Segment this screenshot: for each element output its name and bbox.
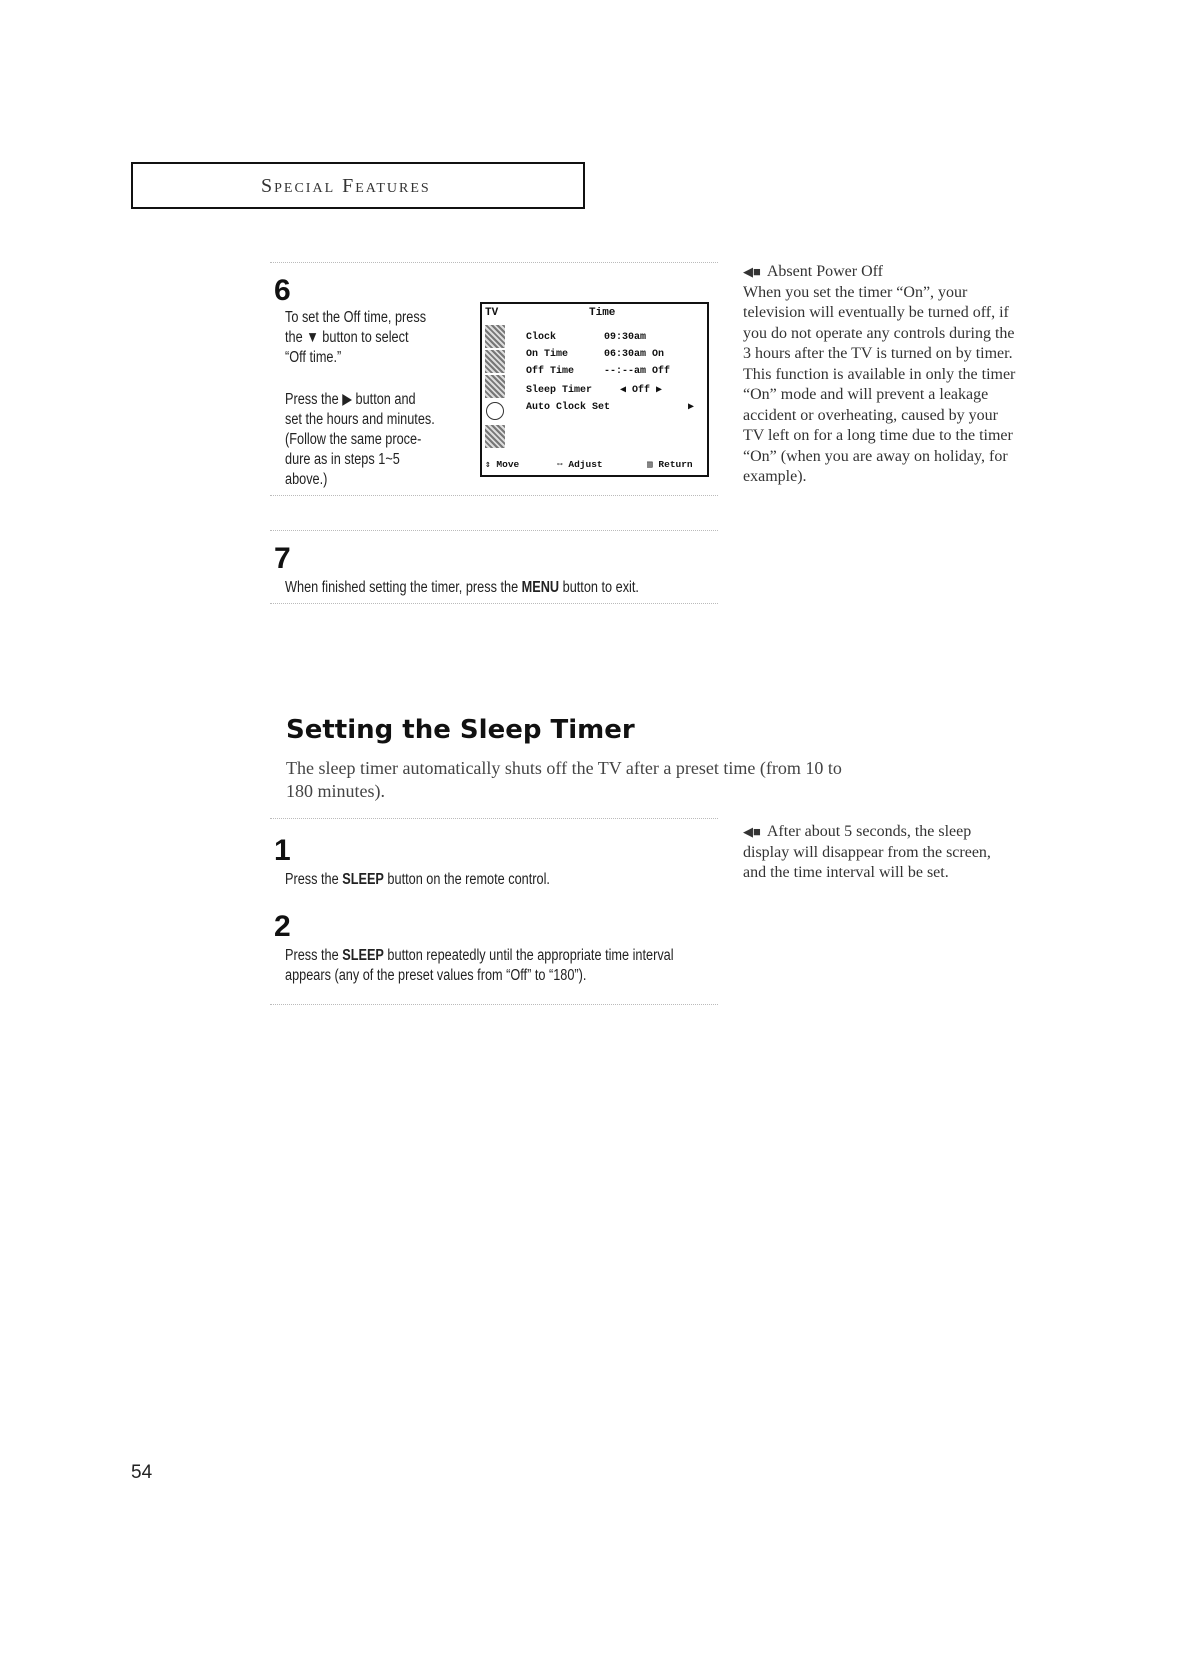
osd-row-auto-clock-set bbox=[526, 401, 694, 413]
step-6-number: 6 bbox=[274, 274, 291, 307]
osd-menu-icons bbox=[485, 325, 505, 450]
osd-row-value: --:--am Off bbox=[604, 366, 671, 377]
note-1-heading bbox=[743, 262, 1018, 283]
osd-footer-move: ⇕ Move bbox=[485, 459, 520, 470]
step-1-text-post: button on the remote control. bbox=[383, 871, 550, 888]
osd-footer-adjust: ⇔ Adjust bbox=[557, 459, 603, 470]
clock-icon bbox=[486, 402, 504, 420]
step-1-instructions bbox=[285, 870, 711, 890]
step-6-instructions bbox=[285, 308, 465, 490]
step-6-line-8: above.) bbox=[285, 471, 328, 488]
step-2-text-post: button repeatedly until the appropriate time interval appears (any of the preset values from “Off” to “180”). bbox=[285, 947, 674, 984]
step-6-line-7: dure as in steps 1~5 bbox=[285, 451, 400, 468]
step-6-line-1: To set the Off time, press bbox=[285, 309, 427, 326]
step-7-instructions bbox=[285, 578, 711, 598]
osd-row-label: Off Time bbox=[526, 366, 575, 377]
step-1-text-pre: Press the bbox=[285, 871, 343, 888]
step-7-text-pre: When finished setting the timer, press the bbox=[285, 579, 522, 596]
setup-icon bbox=[485, 375, 505, 398]
step-2-text-bold: SLEEP bbox=[342, 947, 384, 964]
step-1-text-bold: SLEEP bbox=[342, 871, 384, 888]
step-1-number: 1 bbox=[274, 834, 291, 867]
osd-row-label: Auto Clock Set bbox=[526, 402, 611, 413]
absent-power-off-note bbox=[743, 262, 1018, 488]
osd-row-label: Sleep Timer bbox=[526, 385, 593, 396]
step-6-line-6: (Follow the same proce- bbox=[285, 431, 422, 448]
page-number: 54 bbox=[131, 1462, 153, 1483]
osd-footer bbox=[485, 459, 705, 470]
osd-row-value: 06:30am On bbox=[604, 349, 665, 360]
osd-tv-label: TV bbox=[485, 307, 499, 319]
section-header-box bbox=[131, 162, 585, 209]
osd-row-clock bbox=[526, 332, 646, 343]
osd-row-off-time bbox=[526, 366, 670, 377]
step-6-line-2: the ▼ button to select bbox=[285, 329, 409, 346]
section-intro: The sleep timer automatically shuts off the TV after a preset time (from 10 to 180 minutes). bbox=[286, 758, 842, 801]
note-1-title: Absent Power Off bbox=[766, 263, 883, 280]
osd-row-value: ▶ bbox=[688, 402, 695, 413]
picture-icon bbox=[485, 325, 505, 348]
channel-icon bbox=[485, 425, 505, 448]
note-arrow-icon: ◀■ bbox=[743, 264, 761, 279]
step-2-text-pre: Press the bbox=[285, 947, 343, 964]
section-header-title: Special Features bbox=[261, 175, 431, 197]
osd-menu-title: Time bbox=[589, 307, 616, 319]
osd-row-sleep-timer bbox=[526, 384, 662, 396]
osd-row-on-time bbox=[526, 349, 664, 360]
osd-row-label: On Time bbox=[526, 349, 569, 360]
step-2-instructions bbox=[285, 946, 695, 986]
sleep-display-note bbox=[743, 822, 1018, 884]
step-6-line-3: “Off time.” bbox=[285, 349, 342, 366]
note-1-body: When you set the timer “On”, your television will eventually be turned off, if you do not operate any controls during the 3 hours after the TV is turned on by timer. This function is available in only the timer “On” mode and will prevent a leakage accident or overheating, caused by your TV left on for a long time due to the timer “On” (when you are away on holiday, for example). bbox=[743, 283, 1016, 485]
osd-row-label: Clock bbox=[526, 332, 557, 343]
step-6-line-4: Press the ▶ button and bbox=[285, 391, 416, 408]
osd-row-value: 09:30am bbox=[604, 332, 647, 343]
step-6-line-5: set the hours and minutes. bbox=[285, 411, 435, 428]
osd-row-value: ◀ Off ▶ bbox=[620, 385, 663, 396]
note-arrow-icon: ◀■ bbox=[743, 824, 761, 839]
step-7-text-bold: MENU bbox=[521, 579, 560, 596]
section-title: Setting the Sleep Timer bbox=[286, 715, 635, 745]
step-7-number: 7 bbox=[274, 542, 291, 575]
step-2-number: 2 bbox=[274, 910, 291, 943]
sound-icon bbox=[485, 350, 505, 373]
note-2-body: After about 5 seconds, the sleep display will disappear from the screen, and the time interval will be set. bbox=[743, 823, 991, 881]
tv-time-menu-screen bbox=[480, 302, 709, 477]
osd-footer-return: ▥ Return bbox=[647, 459, 693, 470]
step-7-text-post: button to exit. bbox=[559, 579, 639, 596]
